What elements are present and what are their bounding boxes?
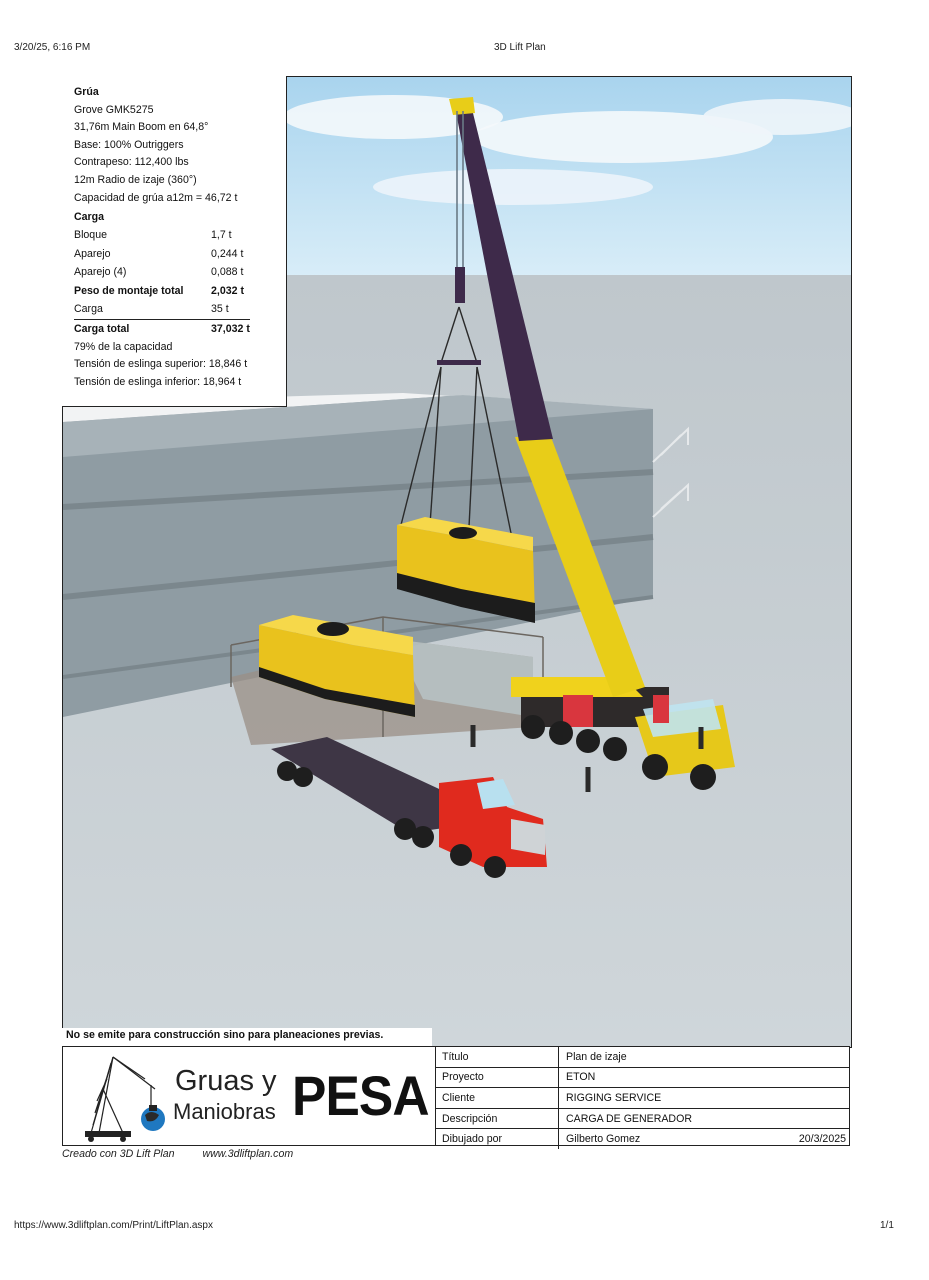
load-row — [74, 227, 250, 246]
crane-capacity: Capacidad de grúa a12m = 46,72 t — [74, 191, 238, 204]
drawn-by-key: Dibujado por — [435, 1129, 559, 1149]
disclaimer: No se emite para construcción sino para planeaciones previas. — [62, 1028, 432, 1046]
crane-base: Base: 100% Outriggers — [74, 138, 184, 151]
title-date — [762, 1047, 849, 1067]
sling-tension-upper: Tensión de eslinga superior: 18,846 t — [74, 358, 248, 371]
load-value: 2,032 t — [211, 284, 244, 297]
load-table — [74, 227, 250, 339]
print-url: https://www.3dliftplan.com/Print/LiftPlan.aspx — [14, 1220, 213, 1231]
sling-tension-lower: Tensión de eslinga inferior: 18,964 t — [74, 375, 242, 388]
title-block — [62, 1046, 850, 1146]
crane-counterweight: Contrapeso: 112,400 lbs — [74, 156, 189, 169]
logo-line2: Maniobras — [173, 1099, 276, 1124]
client-date — [762, 1088, 849, 1109]
client-row — [435, 1088, 849, 1109]
credit-line — [62, 1148, 321, 1160]
load-row — [74, 282, 250, 301]
title-row — [435, 1047, 849, 1067]
load-label: Aparejo (4) — [74, 266, 127, 279]
logo-brand: PESA — [292, 1064, 429, 1127]
crane-boom: 31,76m Main Boom en 64,8° — [74, 121, 209, 134]
project-date — [762, 1067, 849, 1088]
load-label: Aparejo — [74, 247, 111, 260]
crane-model: Grove GMK5275 — [74, 103, 154, 116]
credit-made-with: Creado con 3D Lift Plan — [62, 1148, 175, 1160]
spreader-bar — [437, 360, 481, 365]
load-label: Carga total — [74, 322, 130, 335]
description-date — [762, 1108, 849, 1129]
client-value: RIGGING SERVICE — [559, 1088, 762, 1109]
load-row — [74, 301, 250, 320]
project-key: Proyecto — [435, 1067, 559, 1088]
description-row — [435, 1108, 849, 1129]
drawn-by-value: Gilberto Gomez — [566, 1133, 641, 1146]
load-label: Peso de montaje total — [74, 284, 184, 297]
credit-site-link[interactable]: www.3dliftplan.com — [202, 1148, 294, 1160]
capacity-percent: 79% de la capacidad — [74, 340, 173, 353]
load-label: Carga — [74, 301, 211, 320]
title-key: Título — [435, 1047, 559, 1067]
title-block-table — [435, 1047, 849, 1149]
load-row — [74, 264, 250, 283]
company-logo — [63, 1047, 436, 1145]
load-value: 35 t — [211, 301, 250, 320]
load-value: 0,244 t — [211, 247, 244, 260]
lift-data-panel — [62, 76, 287, 407]
description-key: Descripción — [435, 1108, 559, 1129]
load-value: 37,032 t — [211, 322, 250, 335]
load-total-row — [74, 320, 250, 339]
project-row — [435, 1067, 849, 1088]
load-heading: Carga — [74, 211, 105, 224]
logo-line1: Gruas y — [175, 1065, 277, 1097]
drawn-by-row — [435, 1129, 849, 1149]
description-value: CARGA DE GENERADOR — [559, 1108, 762, 1129]
load-value: 0,088 t — [211, 266, 244, 279]
crane-heading: Grúa — [74, 86, 99, 98]
drawn-date: 20/3/2025 — [798, 1133, 846, 1146]
print-page-count: 1/1 — [880, 1220, 894, 1231]
crane-radius: 12m Radio de izaje (360°) — [74, 173, 197, 186]
title-value: Plan de izaje — [559, 1047, 762, 1067]
project-value: ETON — [559, 1067, 762, 1088]
print-datetime: 3/20/25, 6:16 PM — [14, 42, 91, 53]
print-page-title: 3D Lift Plan — [494, 42, 546, 53]
load-value: 1,7 t — [211, 229, 232, 242]
load-row — [74, 245, 250, 264]
client-key: Cliente — [435, 1088, 559, 1109]
load-label: Bloque — [74, 229, 107, 242]
